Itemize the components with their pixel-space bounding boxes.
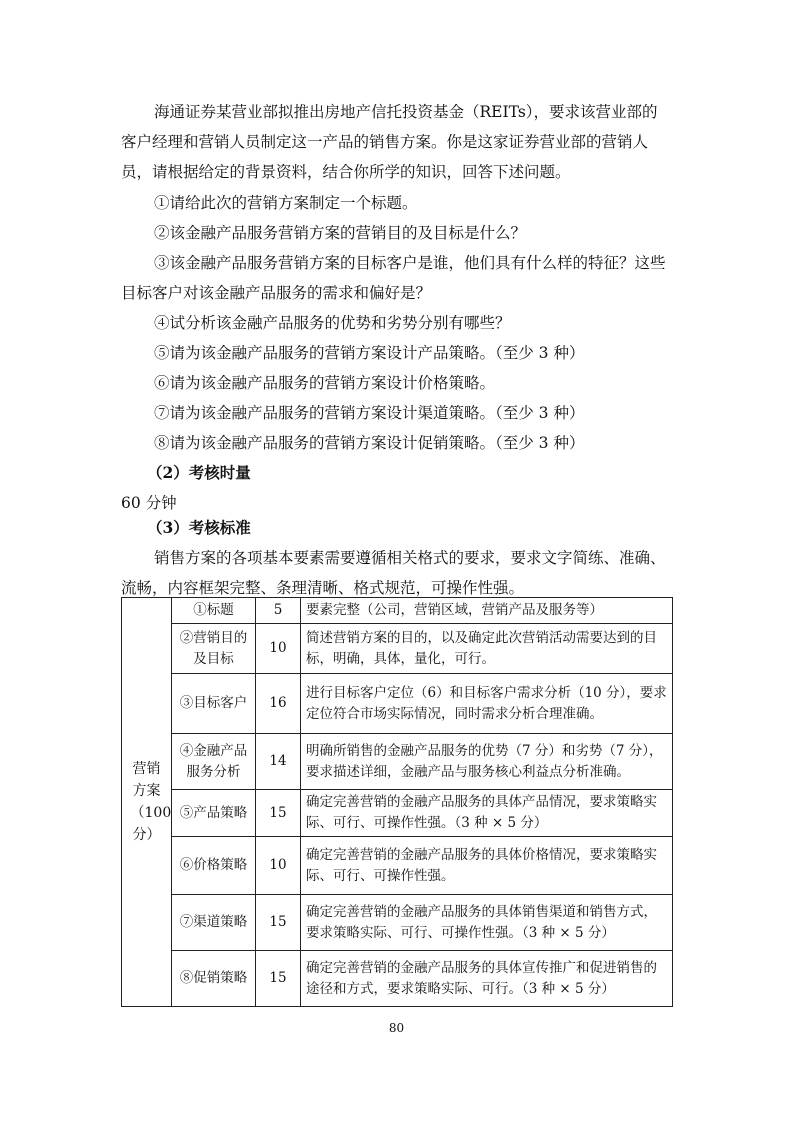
question-item: 目标客户对该金融产品服务的需求和偏好是？ [121,284,432,302]
description-cell: 明确所销售的金融产品服务的优势（7 分）和劣势（7 分），要求描述详细，金融产品与服务核心利益点分析准确。 [301,734,673,790]
table-row [122,790,673,837]
item-cell: ①标题 [172,598,256,624]
description-cell: 进行目标客户定位（6）和目标客户需求分析（10 分），要求定位符合市场实际情况，同时需求分析合理准确。 [301,674,673,734]
table-row [122,734,673,790]
item-cell: ⑥价格策略 [172,837,256,895]
category-cell [122,598,172,1007]
description-cell: 确定完善营销的金融产品服务的具体销售渠道和销售方式，要求策略实际、可行、可操作性强。（3 种 × 5 分） [301,895,673,951]
points-cell: 10 [256,624,301,674]
points-cell: 15 [256,895,301,951]
description-cell: 要素完整（公司，营销区域，营销产品及服务等） [301,598,673,624]
category-text: 分） [132,827,161,843]
question-item: ⑦请为该金融产品服务的营销方案设计渠道策略。（至少 3 种） [154,404,585,422]
category-text: （100 [130,805,172,821]
intro-paragraph [121,97,681,187]
scoring-table [121,597,673,1007]
criteria-line: 销售方案的各项基本要素需要遵循相关格式的要求，要求文字简练、准确、 [154,549,666,567]
table-row [122,895,673,951]
criteria-section [121,513,681,603]
intro-line: 客户经理和营销人员制定这一产品的销售方案。你是这家证券营业部的营销人 [121,133,649,151]
points-cell: 5 [256,598,301,624]
question-item: ③该金融产品服务营销方案的目标客户是谁，他们具有什么样的特征？这些 [154,254,666,272]
question-item: ①请给此次的营销方案制定一个标题。 [154,194,418,212]
item-cell: ⑦渠道策略 [172,895,256,951]
item-cell: ②营销目的及目标 [172,624,256,674]
question-item: ⑧请为该金融产品服务的营销方案设计促销策略。（至少 3 种） [154,434,585,452]
intro-line: 员，请根据给定的背景资料，结合你所学的知识，回答下述问题。 [121,163,571,181]
question-item: ②该金融产品服务营销方案的营销目的及目标是什么？ [154,224,527,242]
points-cell: 16 [256,674,301,734]
category-text: 方案 [132,783,161,799]
intro-line: 海通证券某营业部拟推出房地产信托投资基金（REITs），要求该营业部的 [154,103,658,121]
question-list [121,188,681,458]
item-cell: ④金融产品服务分析 [172,734,256,790]
page-number: 80 [388,1021,405,1035]
item-cell: ⑤产品策略 [172,790,256,837]
item-cell: ⑧促销策略 [172,951,256,1007]
time-section [121,458,681,518]
points-cell: 15 [256,790,301,837]
item-cell: ③目标客户 [172,674,256,734]
criteria-heading: （3）考核标准 [147,518,251,537]
description-cell: 确定完善营销的金融产品服务的具体产品情况，要求策略实际、可行、可操作性强。（3 种 × 5 分） [301,790,673,837]
points-cell: 15 [256,951,301,1007]
table-row [122,951,673,1007]
points-cell: 14 [256,734,301,790]
criteria-line: 流畅，内容框架完整、条理清晰、格式规范，可操作性强。 [121,579,525,597]
table-row [122,598,673,624]
question-item: ④试分析该金融产品服务的优势和劣势分别有哪些？ [154,314,511,332]
time-value: 60 分钟 [121,494,177,512]
points-cell: 10 [256,837,301,895]
description-cell: 确定完善营销的金融产品服务的具体价格情况，要求策略实际、可行、可操作性强。 [301,837,673,895]
table-row [122,674,673,734]
question-item: ⑥请为该金融产品服务的营销方案设计价格策略。 [154,374,496,392]
category-text: 营销 [132,761,161,777]
time-heading: （2）考核时量 [147,463,251,482]
description-cell: 简述营销方案的目的，以及确定此次营销活动需要达到的目标，明确，具体，量化，可行。 [301,624,673,674]
question-item: ⑤请为该金融产品服务的营销方案设计产品策略。（至少 3 种） [154,344,585,362]
table-row [122,837,673,895]
table-row [122,624,673,674]
description-cell: 确定完善营销的金融产品服务的具体宣传推广和促进销售的途径和方式，要求策略实际、可行。（3 种 × 5 分） [301,951,673,1007]
